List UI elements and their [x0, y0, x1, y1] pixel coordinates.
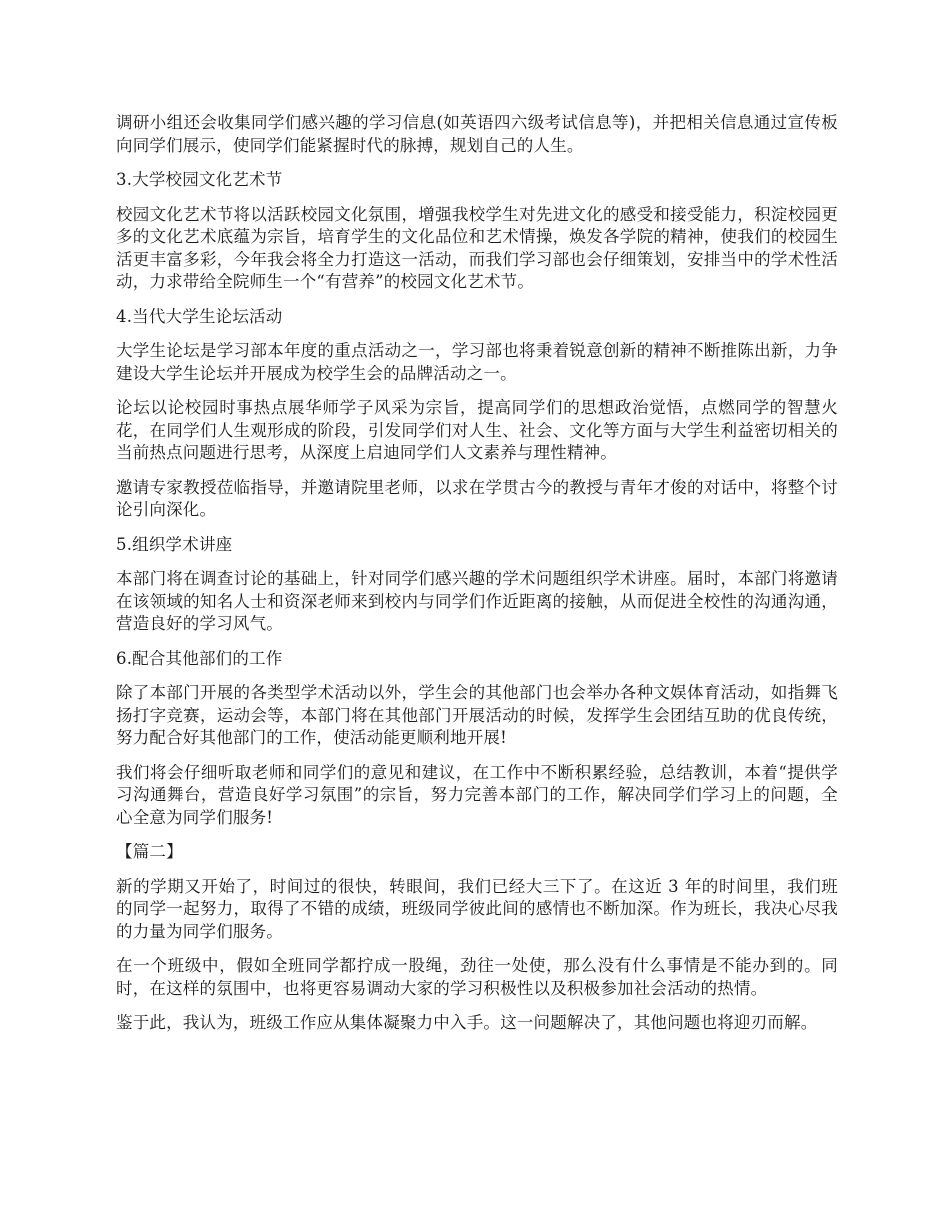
paragraph-conclusion: 鉴于此，我认为，班级工作应从集体凝聚力中入手。这一问题解决了，其他问题也将迎刃而解。	[116, 1013, 818, 1032]
paragraph-forum-purpose: 论坛以论校园时事热点展华师学子风采为宗旨，提高同学们的思想政治觉悟，点燃同学的智慧火花，在同学们人生观形成的阶段，引发同学们对人生、社会、文化等方面与大学生利益密切相关的当前热点问题进行思考，从深度上启迪同学们人文素养与理性精神。	[116, 398, 838, 462]
paragraph-commitment: 我们将会仔细听取老师和同学们的意见和建议，在工作中不断积累经验，总结教训，本着“提供学习沟通舞台，营造良好学习氛围”的宗旨，努力完善本部门的工作，解决同学们学习上的问题，全心全意为同学们服务!	[116, 762, 838, 827]
section-heading-lectures: 5.组织学术讲座	[116, 534, 233, 554]
paragraph-class-unity: 在一个班级中，假如全班同学都拧成一股绳，劲往一处使，那么没有什么事情是不能办到的。同时，在这样的氛围中，也将更容易调动大家的学习积极性以及积极参加社会活动的热情。	[116, 956, 838, 998]
paragraph-forum-experts: 邀请专家教授莅临指导，并邀请院里老师，以求在学贯古今的教授与青年才俊的对话中，将整个讨论引向深化。	[116, 477, 838, 519]
paragraph-lectures: 本部门将在调查讨论的基础上，针对同学们感兴趣的学术问题组织学术讲座。届时，本部门将邀请在该领域的知名人士和资深老师来到校内与同学们作近距离的接触，从而促进全校性的沟通沟通，营造良好的学习风气。	[116, 569, 838, 633]
section-heading-art-festival: 3.大学校园文化艺术节	[116, 170, 283, 189]
paragraph-survey-info: 调研小组还会收集同学们感兴趣的学习信息(如英语四六级考试信息等)，并把相关信息通过宣传板向同学们展示，使同学们能紧握时代的脉搏，规划自己的人生。	[116, 113, 838, 155]
paragraph-new-semester: 新的学期又开始了，时间过的很快，转眼间，我们已经大三下了。在这近 3 年的时间里，我们班的同学一起努力，取得了不错的成绩，班级同学彼此间的感情也不断加深。作为班长，我决心尽我的力量为同学们服务。	[116, 876, 838, 941]
section-heading-cooperation: 6.配合其他部们的工作	[116, 648, 283, 668]
section-heading-student-forum: 4.当代大学生论坛活动	[116, 306, 283, 326]
paragraph-forum-intro: 大学生论坛是学习部本年度的重点活动之一，学习部也将秉着锐意创新的精神不断推陈出新，力争建设大学生论坛并开展成为校学生会的品牌活动之一。	[116, 341, 838, 383]
paragraph-art-festival: 校园文化艺术节将以活跃校园文化氛围，增强我校学生对先进文化的感受和接受能力，积淀校园更多的文化艺术底蕴为宗旨，培育学生的文化品位和艺术情操，焕发各学院的精神，使我们的校园生活更丰富多彩，今年我会将全力打造这一活动，而我们学习部也会仔细策划，安排当中的学术性活动，力求带给全院师生一个“有营养”的校园文化艺术节。	[116, 204, 838, 291]
section-heading-part-two: 【篇二】	[116, 842, 183, 861]
document-page	[116, 112, 838, 1047]
paragraph-cooperation: 除了本部门开展的各类型学术活动以外，学生会的其他部门也会举办各种文娱体育活动，如指舞飞扬打字竞赛，运动会等，本部门将在其他部门开展活动的时候，发挥学生会团结互助的优良传统，努力配合好其他部门的工作，使活动能更顺利地开展!	[116, 683, 838, 747]
